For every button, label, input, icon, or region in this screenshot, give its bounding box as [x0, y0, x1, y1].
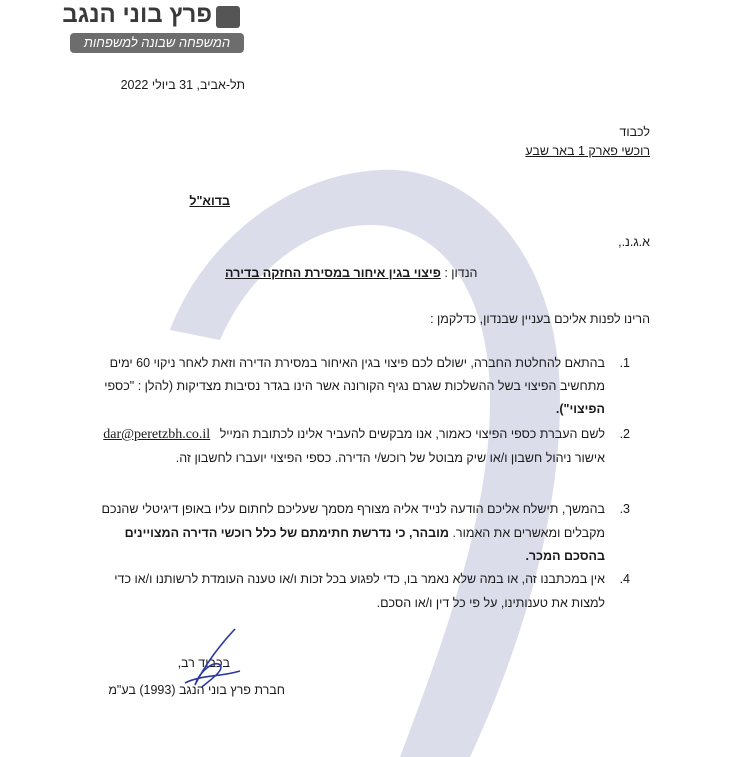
recipient-name: רוכשי פארק 1 באר שבע	[525, 144, 650, 158]
closing: בכבוד רב,	[177, 656, 230, 670]
item-number: .3	[619, 502, 630, 516]
delivery-method: בדוא"ל	[189, 194, 230, 208]
item-line: אין במכתבנו זה, או במה שלא נאמר בו, כדי לפגוע בכל זכות ו/או טענה העומדת לרשותנו ו/או כדי	[114, 572, 605, 586]
logo-icon	[216, 6, 240, 28]
item-line: למצות את טענותינו, על פי כל דין ו/או הסכם.	[376, 596, 605, 610]
subject-label: הנדון :	[444, 266, 478, 280]
recipient-salutation: לכבוד	[619, 125, 650, 139]
item-number: .1	[619, 356, 630, 370]
item-line-bold: הפיצוי").	[555, 402, 605, 416]
item-line: מתחשיב הפיצוי בשל ההשלכות שגרם נגיף הקורונה אשר הינו בגדר נסיבות מצדיקות (להלן : "כספי	[104, 379, 605, 393]
item-line: בהתאם להחלטת החברה, ישולם לכם פיצוי בגין האיחור במסירת הדירה וזאת לאחר ניקוי 60 ימים	[109, 356, 605, 370]
email-link[interactable]: dar@peretzbh.co.il	[103, 427, 211, 442]
item-text: לשם העברת כספי הפיצוי כאמור, אנו מבקשים להעביר אלינו לכתובת המייל	[219, 427, 605, 441]
item-line-bold: בהסכם המכר.	[525, 549, 605, 563]
subject-text: פיצוי בגין איחור במסירת החזקה בדירה	[225, 266, 441, 280]
item-text: מקבלים ומאשרים את האמור.	[452, 526, 605, 540]
item-line: אישור ניהול חשבון ו/או שיק מבוטל של רוכש/י הדירה. כספי הפיצוי יועברו לחשבון זה.	[175, 451, 605, 465]
greeting: א.ג.נ.,	[618, 235, 650, 249]
company-logo-tagline: המשפחה שבונה למשפחות	[70, 33, 244, 53]
signatory: חברת פרץ בוני הנגב (1993) בע"מ	[108, 683, 285, 697]
item-text-bold: מובהר, כי נדרשת חתימתם של כלל רוכשי הדירה המצויינים	[124, 526, 449, 540]
letter-date: תל-אביב, 31 ביולי 2022	[120, 78, 245, 92]
item-number: .4	[619, 572, 630, 586]
company-logo-name: פרץ בוני הנגב	[62, 1, 212, 28]
item-line: בהמשך, תישלח אליכם הודעה לנייד אליה מצורף מסמך שעליכם לחתום עליו באופן דיגיטלי שהנכם	[101, 502, 605, 516]
intro-text: הרינו לפנות אליכם בעניין שבנדון, כדלקמן :	[430, 312, 650, 326]
item-number: .2	[619, 427, 630, 441]
